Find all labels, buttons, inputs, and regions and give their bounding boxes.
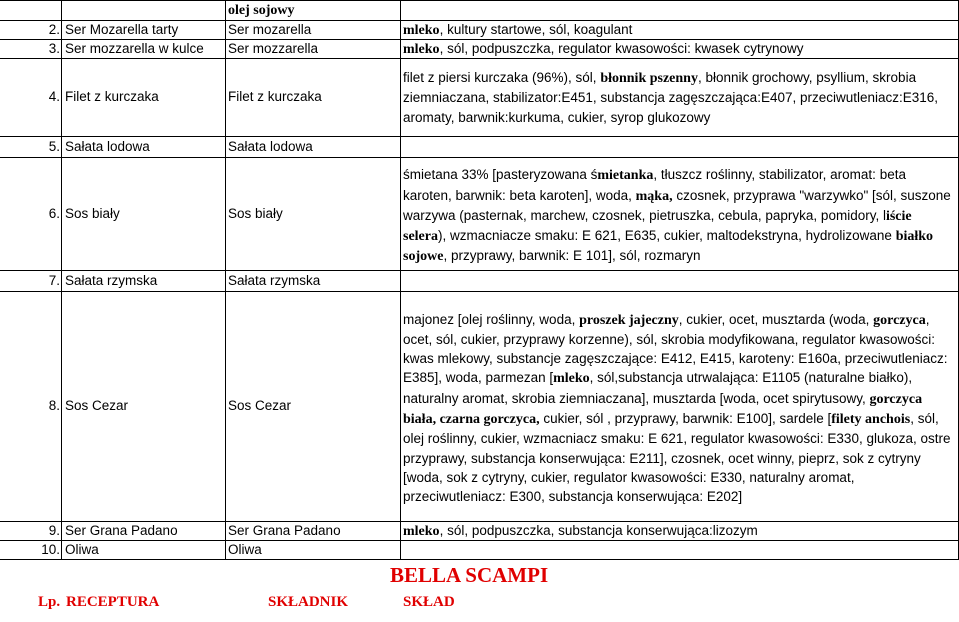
section-title: BELLA SCAMPI <box>390 563 549 587</box>
allergen-highlight: mietanka <box>597 168 654 184</box>
row-number: 6. <box>48 205 60 221</box>
ingredient-name: Filet z kurczaka <box>228 89 322 104</box>
row-divider <box>0 136 959 137</box>
row-number: 9. <box>48 522 60 538</box>
composition-segment: , kultury startowe, sól, koagulant <box>439 21 633 37</box>
composition-segment: , przyprawy, barwnik: E 101], sól, rozmaryn <box>443 248 701 264</box>
recipe-name: Ser Mozarella tarty <box>65 21 179 37</box>
composition-segment: , ocet, sól, cukier, przyprawy korzenne), sól, skrobia modyfikowana, regulator kwasowości: kwas mlekowy, substancje zagęszczające: E412, E415, karoteny: E160a, przeciwutleniacz: E385], woda, parmezan [ <box>403 311 948 386</box>
table-border <box>0 0 959 1</box>
composition-segment: , sól,substancja utrwalająca: E1105 (naturalne białko), naturalny aromat, skrobia ziemniaczana], musztarda [woda, ocet spirytusowy, <box>403 370 913 406</box>
ingredient-name: Oliwa <box>228 541 262 557</box>
composition-text <box>403 165 955 266</box>
allergen-highlight: iście selera <box>403 208 912 245</box>
header-composition: SKŁAD <box>403 594 455 610</box>
composition-text <box>403 521 955 541</box>
composition-segment: , sól, podpuszczka, substancja konserwująca:lizozym <box>439 522 758 538</box>
allergen-highlight: mleko <box>403 523 440 539</box>
recipe-name: Sos Cezar <box>65 398 129 413</box>
header-ingredient: SKŁADNIK <box>268 594 349 610</box>
composition-segment: majonez [olej roślinny, woda, <box>403 311 580 327</box>
row-number: 5. <box>48 138 60 154</box>
recipe-name: Oliwa <box>65 541 99 557</box>
composition-segment: , sól, podpuszczka, regulator kwasowości: kwasek cytrynowy <box>439 40 804 56</box>
ingredient-name: Ser Grana Padano <box>228 522 341 538</box>
row-divider <box>0 291 959 292</box>
composition-segment: filet z piersi kurczaka (96%), sól, <box>403 70 601 86</box>
allergen-highlight: mąka, <box>635 188 673 204</box>
composition-text <box>403 39 955 59</box>
composition-segment: , błonnik grochowy, psyllium, skrobia ziemniaczana, stabilizator:E451, substancja zagęszczająca:E407, przeciwutleniacz:E316, aromaty, barwnik:kurkuma, cukier, syrop glukozowy <box>403 70 939 125</box>
composition-segment: , cukier, ocet, musztarda (woda, <box>678 311 874 327</box>
allergen-highlight: filety anchois <box>831 411 911 427</box>
allergen-highlight: błonnik pszenny <box>600 71 698 87</box>
ingredient-name: Ser mozzarella <box>228 40 319 56</box>
ingredient-name: Ser mozarella <box>228 21 312 37</box>
allergen-highlight: mleko <box>403 22 440 38</box>
recipe-name: Sos biały <box>65 205 120 221</box>
ingredient-name: Sos biały <box>228 205 283 221</box>
recipe-name: Sałata lodowa <box>65 138 150 154</box>
ingredient-name: Sałata lodowa <box>228 138 313 154</box>
composition-text <box>403 20 955 40</box>
allergen-highlight: gorczyca <box>873 312 926 328</box>
row-divider <box>0 559 959 560</box>
allergen-highlight: mleko <box>403 41 440 57</box>
recipe-name: Sałata rzymska <box>65 272 158 288</box>
row-number: 4. <box>48 89 60 104</box>
column-divider <box>400 0 401 559</box>
top-composition-cell: olej sojowy <box>228 3 295 18</box>
row-divider <box>0 157 959 158</box>
row-number: 7. <box>48 272 60 288</box>
row-number: 3. <box>48 40 60 56</box>
header-lp: Lp. <box>38 594 61 610</box>
ingredient-name: Sałata rzymska <box>228 272 321 288</box>
composition-segment: śmietana 33% [pasteryzowana ś <box>403 167 598 183</box>
allergen-highlight: proszek jajeczny <box>579 312 679 328</box>
row-number: 2. <box>48 21 60 37</box>
ingredient-name: Sos Cezar <box>228 398 292 413</box>
composition-segment: cukier, sól , przyprawy, barwnik: E100], sardele [ <box>539 410 832 426</box>
column-divider <box>61 20 62 559</box>
header-recipe: RECEPTURA <box>66 594 160 610</box>
row-number: 10. <box>41 541 60 557</box>
allergen-highlight: mleko <box>553 371 590 387</box>
row-number: 8. <box>48 398 60 413</box>
allergen-highlight: gorczyca biała, czarna gorczyca, <box>403 391 923 427</box>
allergen-highlight: białko sojowe <box>403 229 934 265</box>
row-divider <box>0 270 959 271</box>
recipe-name: Filet z kurczaka <box>65 89 159 104</box>
column-divider <box>225 0 226 559</box>
column-divider <box>61 0 62 20</box>
recipe-name: Ser Grana Padano <box>65 522 178 538</box>
composition-segment: , sól, olej roślinny, cukier, wzmacniacz smaku: E 621, regulator kwasowości: E330, glukoza, ostre przyprawy, substancja konserwująca: E211], czosnek, ocet winny, pieprz, sok z cytryny [woda, sok z cytryny, cukier, regulator kwasowości: E330, naturalny aromat, przeciwutleniacz: E300, substancja konserwująca: E202] <box>403 410 951 505</box>
composition-text <box>403 310 955 507</box>
composition-segment: , tłuszcz roślinny, stabilizator, aromat: beta karoten, barwnik: beta karoten], woda, <box>403 167 906 203</box>
recipe-name: Ser mozzarella w kulce <box>65 40 204 56</box>
composition-text <box>403 68 955 127</box>
composition-segment: ), wzmacniacze smaku: E 621, E635, cukier, maltodekstryna, hydrolizowane <box>437 228 896 244</box>
composition-segment: czosnek, przyprawa "warzywko" [sól, suszone warzywa (pasternak, marchew, czosnek, pietruszka, cebula, papryka, pomidory, l <box>403 187 951 223</box>
